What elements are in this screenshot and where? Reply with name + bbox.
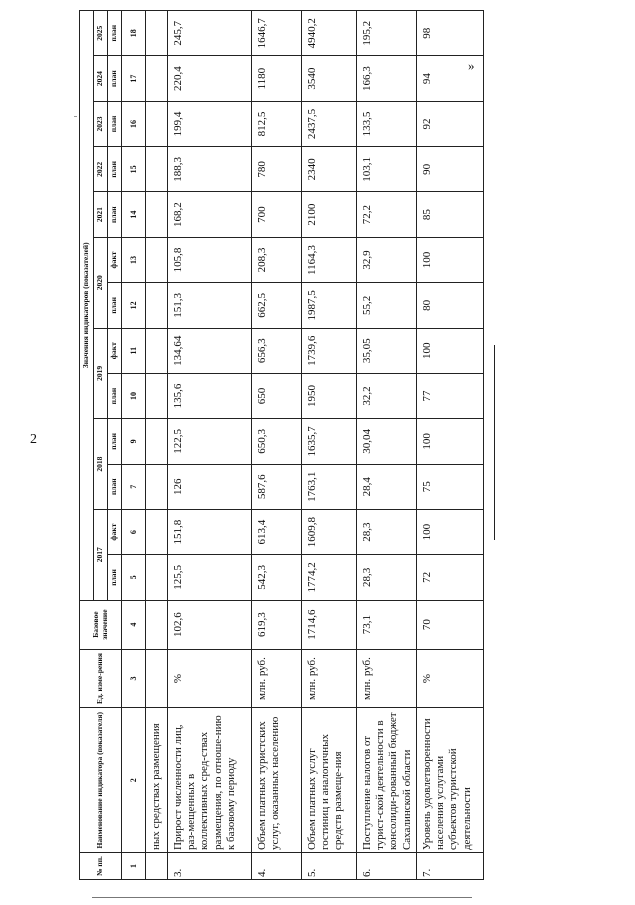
- value-cell: 662,5: [252, 283, 302, 328]
- value-cell: 168,2: [168, 192, 252, 237]
- column-index: 2: [122, 708, 146, 853]
- value-cell: 220,4: [168, 56, 252, 101]
- header-year: 2019: [94, 328, 108, 419]
- base-value-cell: 70: [417, 600, 484, 649]
- header-base: Базовое значение: [80, 600, 122, 649]
- column-index: 18: [122, 11, 146, 56]
- value-cell: 3540: [302, 56, 357, 101]
- value-cell: 100: [417, 509, 484, 554]
- value-cell: 135,6: [168, 373, 252, 418]
- table-row: [168, 11, 252, 880]
- value-cell: 75: [417, 464, 484, 509]
- value-cell: 32,2: [357, 373, 417, 418]
- table-row: [252, 11, 302, 880]
- value-cell: 28,3: [357, 509, 417, 554]
- unit-cell: млн. руб.: [252, 649, 302, 708]
- value-cell: 90: [417, 147, 484, 192]
- value-cell: 1609,8: [302, 509, 357, 554]
- header-year: 2024: [94, 56, 108, 101]
- value-cell: 1635,7: [302, 419, 357, 464]
- value-cell: 1646,7: [252, 11, 302, 56]
- table-row: [357, 11, 417, 880]
- value-cell: 1950: [302, 373, 357, 418]
- header-sub: план: [108, 56, 122, 101]
- value-cell: 72,2: [357, 192, 417, 237]
- indicator-name: Уровень удовлетворенности населения услугами субъектов туристской деятельности: [417, 708, 484, 853]
- header-name: Наименование индикатора (показателя): [80, 708, 122, 853]
- column-index: 9: [122, 419, 146, 464]
- value-cell: 1763,1: [302, 464, 357, 509]
- header-sub: план: [108, 147, 122, 192]
- indicator-name: Поступление налогов от турист-ской деятельности в консолиди-рованный бюджет Сахалинской области: [357, 708, 417, 853]
- value-cell: 700: [252, 192, 302, 237]
- value-cell: 245,7: [168, 11, 252, 56]
- value-cell: 133,5: [357, 101, 417, 146]
- header-sub: факт: [108, 509, 122, 554]
- value-cell: 94: [417, 56, 484, 101]
- value-cell: 100: [417, 237, 484, 282]
- column-index: 4: [122, 600, 146, 649]
- bottom-edge-line: [92, 897, 472, 898]
- value-cell: 28,4: [357, 464, 417, 509]
- base-value-cell: 73,1: [357, 600, 417, 649]
- value-cell: 151,8: [168, 509, 252, 554]
- column-index: 14: [122, 192, 146, 237]
- indicator-name: ных средствах размещения: [146, 708, 168, 853]
- base-value-cell: 1714,6: [302, 600, 357, 649]
- header-year: 2023: [94, 101, 108, 146]
- table-row: [417, 11, 484, 880]
- value-cell: 98: [417, 11, 484, 56]
- header-sub: факт: [108, 237, 122, 282]
- value-cell: 166,3: [357, 56, 417, 101]
- header-year: 2020: [94, 237, 108, 328]
- value-cell: 587,6: [252, 464, 302, 509]
- unit-cell: %: [168, 649, 252, 708]
- scan-speck: [74, 116, 77, 117]
- header-sub: план: [108, 101, 122, 146]
- page-number: 2: [30, 432, 37, 447]
- header-year: 2018: [94, 419, 108, 510]
- value-cell: 85: [417, 192, 484, 237]
- column-index: 17: [122, 56, 146, 101]
- value-cell: 656,3: [252, 328, 302, 373]
- column-index: 15: [122, 147, 146, 192]
- header-unit: Ед. изме-рения: [80, 649, 122, 708]
- value-cell: 1164,3: [302, 237, 357, 282]
- value-cell: 780: [252, 147, 302, 192]
- signature-line: [494, 345, 495, 540]
- value-cell: 126: [168, 464, 252, 509]
- header-year: 2022: [94, 147, 108, 192]
- value-cell: 208,3: [252, 237, 302, 282]
- value-cell: 125,5: [168, 555, 252, 600]
- value-cell: 32,9: [357, 237, 417, 282]
- indicator-name: Объем платных услуг гостиниц и аналогичных средств размеще-ния: [302, 708, 357, 853]
- header-year: 2021: [94, 192, 108, 237]
- indicator-table: [79, 10, 484, 880]
- column-index: 5: [122, 555, 146, 600]
- column-index: 12: [122, 283, 146, 328]
- value-cell: 812,5: [252, 101, 302, 146]
- value-cell: 100: [417, 419, 484, 464]
- header-values: Значения индикаторов (показателей): [80, 11, 94, 601]
- value-cell: 1739,6: [302, 328, 357, 373]
- header-sub: план: [108, 373, 122, 418]
- value-cell: 122,5: [168, 419, 252, 464]
- value-cell: 35,05: [357, 328, 417, 373]
- value-cell: 1180: [252, 56, 302, 101]
- header-sub: факт: [108, 328, 122, 373]
- column-index: 16: [122, 101, 146, 146]
- unit-cell: %: [417, 649, 484, 708]
- header-sub: план: [108, 192, 122, 237]
- value-cell: 55,2: [357, 283, 417, 328]
- column-index: 3: [122, 649, 146, 708]
- row-number: 3.: [168, 853, 252, 880]
- base-value-cell: 102,6: [168, 600, 252, 649]
- unit-cell: млн. руб.: [357, 649, 417, 708]
- continuation-row: [146, 11, 168, 880]
- header-num: № пп.: [80, 853, 122, 880]
- closing-quote-mark: »: [468, 58, 475, 73]
- value-cell: 650,3: [252, 419, 302, 464]
- value-cell: 77: [417, 373, 484, 418]
- column-index: 6: [122, 509, 146, 554]
- value-cell: 4940,2: [302, 11, 357, 56]
- row-number: 7.: [417, 853, 484, 880]
- value-cell: 1774,2: [302, 555, 357, 600]
- base-value-cell: 619,3: [252, 600, 302, 649]
- header-year: 2025: [94, 11, 108, 56]
- value-cell: 2437,5: [302, 101, 357, 146]
- value-cell: 1987,5: [302, 283, 357, 328]
- value-cell: 80: [417, 283, 484, 328]
- value-cell: 542,3: [252, 555, 302, 600]
- value-cell: 650: [252, 373, 302, 418]
- value-cell: 151,3: [168, 283, 252, 328]
- value-cell: 28,3: [357, 555, 417, 600]
- column-index: 7: [122, 464, 146, 509]
- value-cell: 92: [417, 101, 484, 146]
- header-sub: план: [108, 464, 122, 509]
- row-number: 4.: [252, 853, 302, 880]
- column-index: 13: [122, 237, 146, 282]
- value-cell: 30,04: [357, 419, 417, 464]
- column-index: 11: [122, 328, 146, 373]
- header-year: 2017: [94, 509, 108, 600]
- header-sub: план: [108, 419, 122, 464]
- value-cell: 100: [417, 328, 484, 373]
- value-cell: 105,8: [168, 237, 252, 282]
- indicator-name: Прирост численности лиц, раз-мещенных в коллективных сред-ствах размещения, по отноше-нию к базовому периоду: [168, 708, 252, 853]
- value-cell: 134,64: [168, 328, 252, 373]
- value-cell: 2100: [302, 192, 357, 237]
- row-number: 5.: [302, 853, 357, 880]
- indicator-name: Объем платных туристских услуг, оказанных населению: [252, 708, 302, 853]
- column-index: 1: [122, 853, 146, 880]
- value-cell: 188,3: [168, 147, 252, 192]
- header-sub: план: [108, 555, 122, 600]
- column-index: 10: [122, 373, 146, 418]
- header-sub: план: [108, 283, 122, 328]
- value-cell: 103,1: [357, 147, 417, 192]
- value-cell: 613,4: [252, 509, 302, 554]
- table-row: [302, 11, 357, 880]
- indicator-table-rotated: [79, 10, 473, 880]
- value-cell: 195,2: [357, 11, 417, 56]
- value-cell: 2340: [302, 147, 357, 192]
- value-cell: 72: [417, 555, 484, 600]
- unit-cell: млн. руб.: [302, 649, 357, 708]
- header-sub: план: [108, 11, 122, 56]
- row-number: 6.: [357, 853, 417, 880]
- value-cell: 199,4: [168, 101, 252, 146]
